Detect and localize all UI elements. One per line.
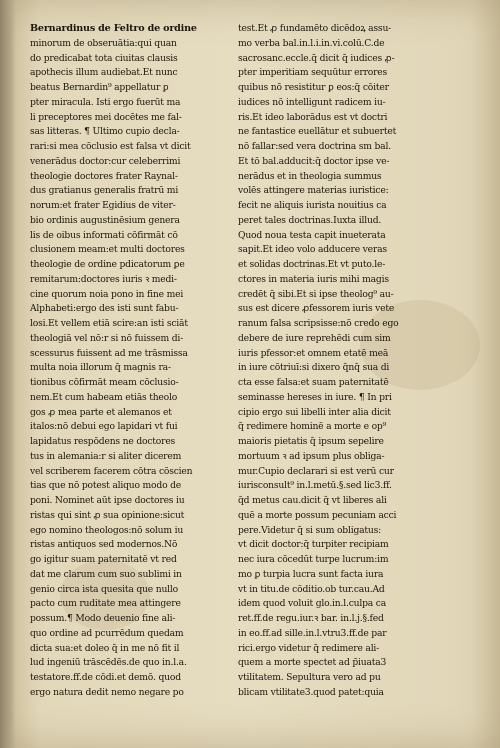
text-line: theologie de ordine pdicatorum ꝑe [30,259,185,270]
text-line: debere de iure reprehēdi cum sim [238,332,391,344]
text-line: Alphabeti:ergo des isti sunt fabu- [30,303,179,315]
text-line: mo ꝑ turpia lucra sunt facta iura [238,568,384,580]
text-line: nō fallar:sed vera doctrina sm bal. [238,141,391,152]
text-line: fecit ne aliquis iurista nouitius ca [238,200,387,211]
text-line: quibus nō resistitur ꝑ eos:q̄ cōiter [238,82,389,93]
text-line: et solidas doctrinas.Et vt puto.le- [238,259,386,270]
text-line: nem.Et cum habeam etiās theolo [30,391,178,403]
text-line: li preceptores mei docētes me fal- [30,111,182,123]
text-line: vt in titu.de cōditio.ob tur.cau.Ad [238,583,385,595]
text-line: apothecis illum audiebat.Et nunc [30,67,178,79]
text-line: testatore.ff.de cōdi.et demō. quod [30,672,181,683]
text-line: gos ꝓ mea parte et alemanos et [30,406,172,418]
text-line: ristas qui sint ꝓ sua opinione:sicut [30,509,185,521]
text-line: tionibus cōfirmāt meam cōclusio- [30,377,179,388]
text-line: ctores in materia iuris mihi magis [238,273,389,285]
text-line: idem quod voluit glo.in.l.culpa ca [238,598,386,610]
text-line: nerādus et in theologia summus [238,170,382,182]
text-line: italos:nō debui ego lapidari vt fui [30,421,178,433]
text-line: ristas antiquos sed modernos.Nō [30,539,178,551]
text-line: ret.ff.de regu.iur.ꝛ bar. in.l.j.§.fed [238,613,384,624]
text-line: theologie doctores frater Raynal- [30,170,178,182]
text-line: pter imperitiam sequūtur errores [238,67,388,79]
text-line: lapidatus respōdens ne doctores [30,436,176,447]
text-line: beatus Bernardin⁹ appellatur ꝑ [30,82,169,93]
text-line: cipio ergo sui libelli inter alia dicit [238,406,391,418]
text-line: mortuum ꝛ ad ipsum plus obliga- [238,450,385,462]
text-line: nec iura cōcedūt turpe lucrum:im [238,554,389,565]
text-line: tias que nō potest aliquo modo de [30,480,182,492]
text-line: sus est dicere ꝓfessorem iuris vete [238,303,395,315]
text-line: Quod noua testa capit inueterata [238,229,386,241]
text-line: theologiā vel nō:r si nō fuissem di- [30,332,184,344]
text-line: q̄d metus cau.dicit q̄ vt liberes ali [238,495,387,506]
text-line: go igitur suam paternitatē vt red [30,554,177,565]
text-line: ergo natura dedit nemo negare po [30,686,184,698]
text-line: bio ordinis augustinēsium genera [30,214,180,226]
right-text-column [238,22,436,701]
text-line: ris.Et ideo laborādus est vt doctri [238,111,388,123]
text-line: tus in alemania:r si aliter dicerem [30,450,182,462]
text-line: lud ingeniū trāscēdēs.de quo in.l.a. [30,657,187,669]
text-line: pter miracula. Isti ergo fuerūt ma [30,96,181,108]
text-line: possum.¶ Modo deuenio fine ali- [30,613,176,624]
text-line: dicta sua:et doleo q̄ in me nō fit il [30,642,180,654]
text-line: q̄ redimere hominē a morte e op⁹ [238,421,387,433]
text-line: mo verba bal.in.l.i.in.vi.colū.C.de [238,37,385,49]
text-line: vt dicit doctor:q̄ turpiter recipiam [238,539,389,551]
text-line: iurisconsult⁹ in.l.metū.§.sed lic3.ff. [238,480,392,492]
text-line: vtilitatem. Sepultura vero ad pu [238,672,381,683]
text-line: scessurus fuissent ad me trāsmissa [30,347,188,359]
text-line: remitarum:doctores iuris ꝛ medi- [30,273,177,285]
text-line: Bernardinus de Feltro de ordine [30,23,197,34]
text-line: genio circa ista quesita que nullo [30,583,178,595]
text-line: iudices nō intelligunt radicem iu- [238,96,386,108]
text-line: sas litteras. ¶ Ultimo cupio decla- [30,126,180,138]
text-line: mur.Cupio declarari si est verū cur [238,465,394,477]
text-line: quem a morte spectet ad p̄iuata3 [238,657,387,669]
text-line: iuris pfessor:et omnem etatē meā [238,347,389,359]
text-line: test.Et ꝓ fundamēto dicēdoꝝ assu- [238,23,392,34]
text-line: cine quorum noia pono in fine mei [30,288,184,300]
text-line: poni. Nominet aūt ipse doctores iu [30,495,185,506]
text-line: maioris pietatis q̄ ipsum sepelire [238,436,384,447]
page-gutter [0,0,16,748]
text-line: Et tō bal.adducit:q̄ doctor ipse ve- [238,155,390,167]
text-line: lis de oibus informati cōfirmāt cō [30,229,178,241]
text-line: dus gratianus generalis fratrū mi [30,185,179,197]
text-line: ego nomino theologos:nō solum iu [30,524,184,536]
text-line: ne fantastice euellātur et subuertet [238,126,397,138]
text-line: in eo.ff.ad sille.in.l.vtru3.ff.de par [238,627,387,639]
text-line: do predicabat tota ciuitas clausis [30,52,178,64]
text-line: vel scriberem facerem cōtra cōscien [30,465,193,477]
text-line: sacrosanc.eccle.q̄ dicit q̄ iudices ꝓ- [238,52,395,64]
text-line: multa noia illorum q̄ magnis ra- [30,362,171,374]
text-line: rici.ergo videtur q̄ redimere ali- [238,642,380,654]
text-line: clusionem meam:et multi doctores [30,244,185,256]
text-line: quē a morte possum pecuniam acci [238,509,397,521]
text-line: quo ordine ad pcurrēdum quedam [30,627,184,639]
text-line: blicam vtilitate3.quod patet:quia [238,686,384,698]
text-line: seminasse hereses in iure. ¶ In pri [238,391,392,403]
text-line: venerādus doctor:cur celeberrimi [30,155,181,167]
text-line: norum:et frater Egidius de viter- [30,200,176,211]
text-line: peret tales doctrinas.Iuxta illud. [238,214,382,226]
text-line: cta esse falsa:et suam paternitatē [238,377,389,388]
text-line: minorum de obseruātia:qui quan [30,37,177,49]
text-line: dat me clarum cum suo sublimi in [30,568,182,580]
text-line: credēt q̄ sibi.Et si ipse theolog⁹ au- [238,288,394,300]
text-line: ranum falsa scripsisse:nō credo ego [238,318,399,329]
text-line: rari:si mea cōclusio est falsa vt dicit [30,141,191,152]
text-line: volēs attingere materias iuristice: [238,185,389,197]
left-text-column [30,22,224,701]
text-line: in iure cōtriuī:si dixero q̄nq̄ sua di [238,362,390,374]
text-line: losi.Et vellem etiā scire:an isti sciāt [30,318,188,329]
text-line: pere.Videtur q̄ si sum obligatus: [238,524,382,536]
text-line: pacto cum ruditate mea attingere [30,598,181,610]
text-line: sapit.Et ideo volo adducere veras [238,244,387,256]
